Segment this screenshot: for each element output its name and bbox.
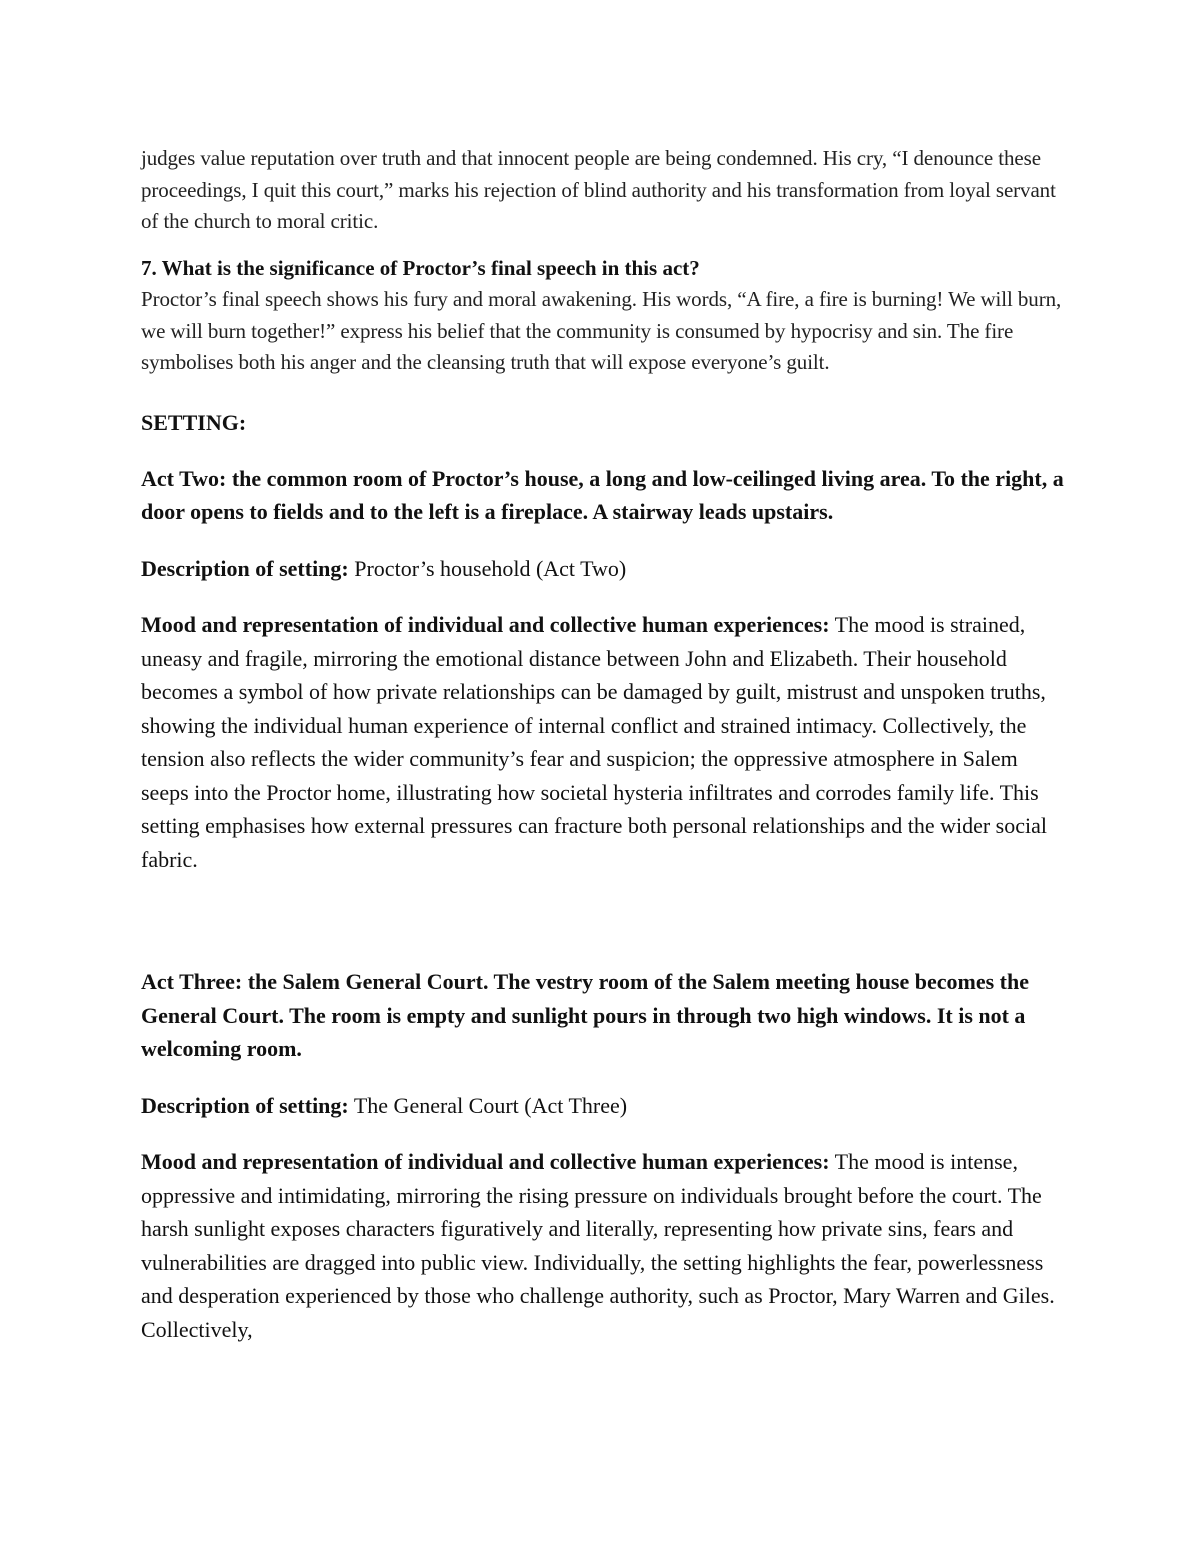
continuation-paragraph: judges value reputation over truth and that innocent people are being condemned. His cry, “I denounce these proceedings, I quit this court,” marks his rejection of blind authority and his transformation from loyal servant of the church to moral critic.	[141, 146, 1056, 233]
setting-heading: SETTING:	[141, 409, 247, 435]
act-two-description	[141, 552, 1066, 586]
act-two-mood-text: The mood is strained, uneasy and fragile, mirroring the emotional distance between John and Elizabeth. Their household becomes a symbol of how private relationships can be damaged by guilt, mistrust and unspoken truths, showing the individual human experience of internal conflict and strained intimacy. Collectively, the tension also reflects the wider community’s fear and suspicion; the oppressive atmosphere in Salem seeps into the Proctor home, illustrating how societal hysteria infiltrates and corrodes family life. This setting emphasises how external pressures can fracture both personal relationships and the wider social fabric.	[141, 612, 1047, 872]
question-7	[141, 253, 1066, 379]
act-two-label: Act Two:	[141, 465, 227, 491]
act-two-text: the common room of Proctor’s house, a long and low-ceilinged living area. To the right, a door opens to fields and to the left is a fireplace. A stairway leads upstairs.	[141, 465, 1064, 524]
question-7-answer: Proctor’s final speech shows his fury and moral awakening. His words, “A fire, a fire is burning! We will burn, we will burn together!” express his belief that the community is consumed by hypocrisy and sin. The fire symbolises both his anger and the cleansing truth that will expose everyone’s guilt.	[141, 287, 1062, 374]
act-two-mood	[141, 608, 1066, 876]
question-7-heading: 7. What is the significance of Proctor’s final speech in this act?	[141, 255, 700, 280]
act-two-paragraph	[141, 462, 1066, 529]
act-three-mood	[141, 1145, 1066, 1346]
document-page	[141, 143, 1066, 1346]
act-two-mood-label: Mood and representation of individual and collective human experiences:	[141, 612, 830, 637]
act-two-description-text: Proctor’s household (Act Two)	[348, 555, 627, 581]
act-three-description-text: The General Court (Act Three)	[348, 1092, 628, 1118]
act-three-text: the Salem General Court. The vestry room of the Salem meeting house becomes the General Court. The room is empty and sunlight pours in through two high windows. It is not a welcoming room.	[141, 969, 1029, 1061]
act-three-description-label: Description of setting:	[141, 1092, 349, 1118]
act-three-description	[141, 1089, 1066, 1123]
act-two-description-label: Description of setting:	[141, 555, 349, 581]
act-three-mood-text: The mood is intense, oppressive and intimidating, mirroring the rising pressure on individuals brought before the court. The harsh sunlight exposes characters figuratively and literally, representing how private sins, fears and vulnerabilities are dragged into public view. Individually, the setting highlights the fear, powerlessness and desperation experienced by those who challenge authority, such as Proctor, Mary Warren and Giles. Collectively,	[141, 1149, 1055, 1342]
act-three-mood-label: Mood and representation of individual and collective human experiences:	[141, 1149, 830, 1174]
act-three-label: Act Three:	[141, 969, 243, 994]
act-three-paragraph	[141, 965, 1066, 1066]
